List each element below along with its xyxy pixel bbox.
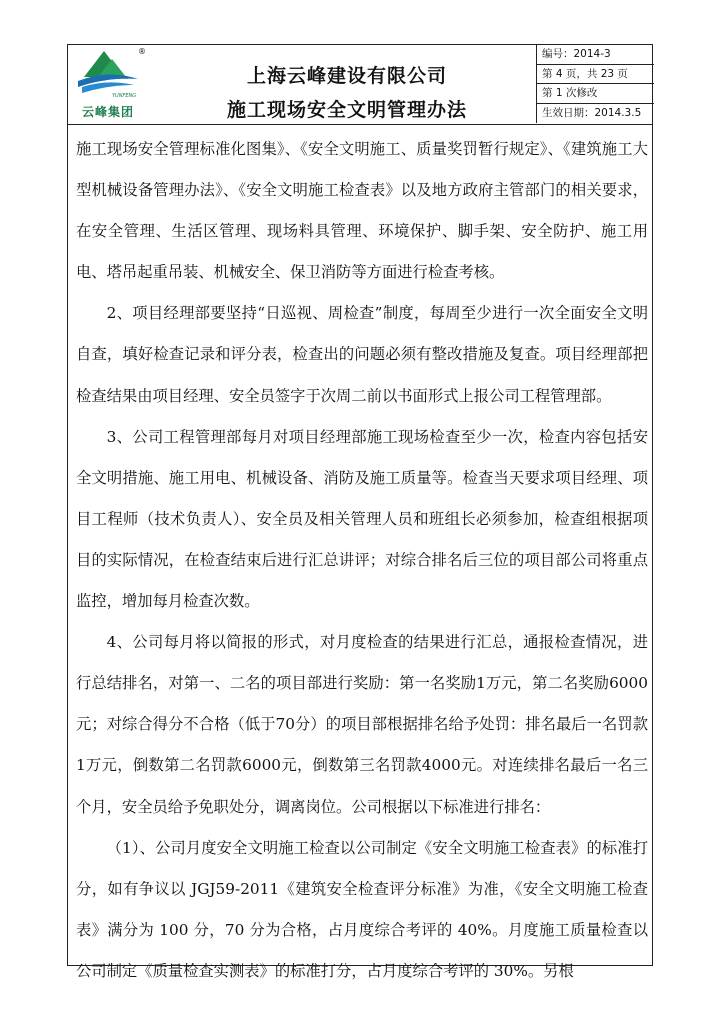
document-frame bbox=[67, 44, 653, 980]
company-logo bbox=[68, 45, 158, 123]
logo-english-text: YUNFENG bbox=[112, 93, 137, 99]
document-title: 施工现场安全文明管理办法 bbox=[226, 99, 467, 121]
logo-mountain-icon bbox=[76, 47, 140, 99]
paragraph: （1）、公司月度安全文明施工检查以公司制定《安全文明施工检查表》的标准打分，如有争议以 JGJ59-2011《建筑安全检查评分标准》为准，《安全文明施工检查表》满分为 100 分，70 分为合格，占月度综合考评的 40%。月度施工质量检查以公司制定《质量检查实测表》的标准打分，占月度综合考评的 30%。另根 bbox=[76, 838, 648, 980]
meta-code: 编号：2014-3 bbox=[537, 45, 654, 65]
company-name: 上海云峰建设有限公司 bbox=[246, 65, 447, 87]
meta-effective-date: 生效日期：2014.3.5 bbox=[542, 106, 642, 119]
meta-revision: 第 1 次修改 bbox=[537, 84, 654, 104]
paragraph: 施工现场安全管理标准化图集》、《安全文明施工、质量奖罚暂行规定》、《建筑施工大型机械设备管理办法》、《安全文明施工检查表》以及地方政府主管部门的相关要求，在安全管理、生活区管理、现场料具管理、环境保护、脚手架、安全防护、施工用电、塔吊起重吊装、机械安全、保卫消防等方面进行检查考核。 bbox=[76, 140, 648, 282]
title-block bbox=[158, 45, 536, 123]
registered-mark: ® bbox=[138, 47, 146, 56]
document-header bbox=[68, 45, 652, 125]
paragraph: 3、公司工程管理部每月对项目经理部施工现场检查至少一次，检查内容包括安全文明措施、施工用电、机械设备、消防及施工质量等。检查当天要求项目经理、项目工程师（技术负责人）、安全员及相关管理人员和班组长必须参加，检查组根据项目的实际情况，在检查结束后进行汇总讲评；对综合排名后三位的项目部公司将重点监控，增加每月检查次数。 bbox=[76, 427, 648, 611]
logo-chinese-text: 云峰集团 bbox=[82, 105, 135, 119]
meta-page: 第 4 页，共 23 页 bbox=[537, 65, 654, 85]
meta-table bbox=[536, 45, 654, 123]
paragraph: 4、公司每月将以简报的形式，对月度检查的结果进行汇总，通报检查情况，进行总结排名，对第一、二名的项目部进行奖励：第一名奖励1万元，第二名奖励6000元；对综合得分不合格（低于70分）的项目部根据排名给予处罚：排名最后一名罚款1万元，倒数第二名罚款6000元，倒数第三名罚款4000元。对连续排名最后一名三个月，安全员给予免职处分，调离岗位。公司根据以下标准进行排名： bbox=[76, 633, 648, 816]
document-body bbox=[76, 129, 648, 992]
paragraph: 2、项目经理部要坚持“日巡视、周检查”制度，每周至少进行一次全面安全文明自查，填好检查记录和评分表，检查出的问题必须有整改措施及复查。项目经理部把检查结果由项目经理、安全员签字于次周二前以书面形式上报公司工程管理部。 bbox=[76, 304, 648, 405]
